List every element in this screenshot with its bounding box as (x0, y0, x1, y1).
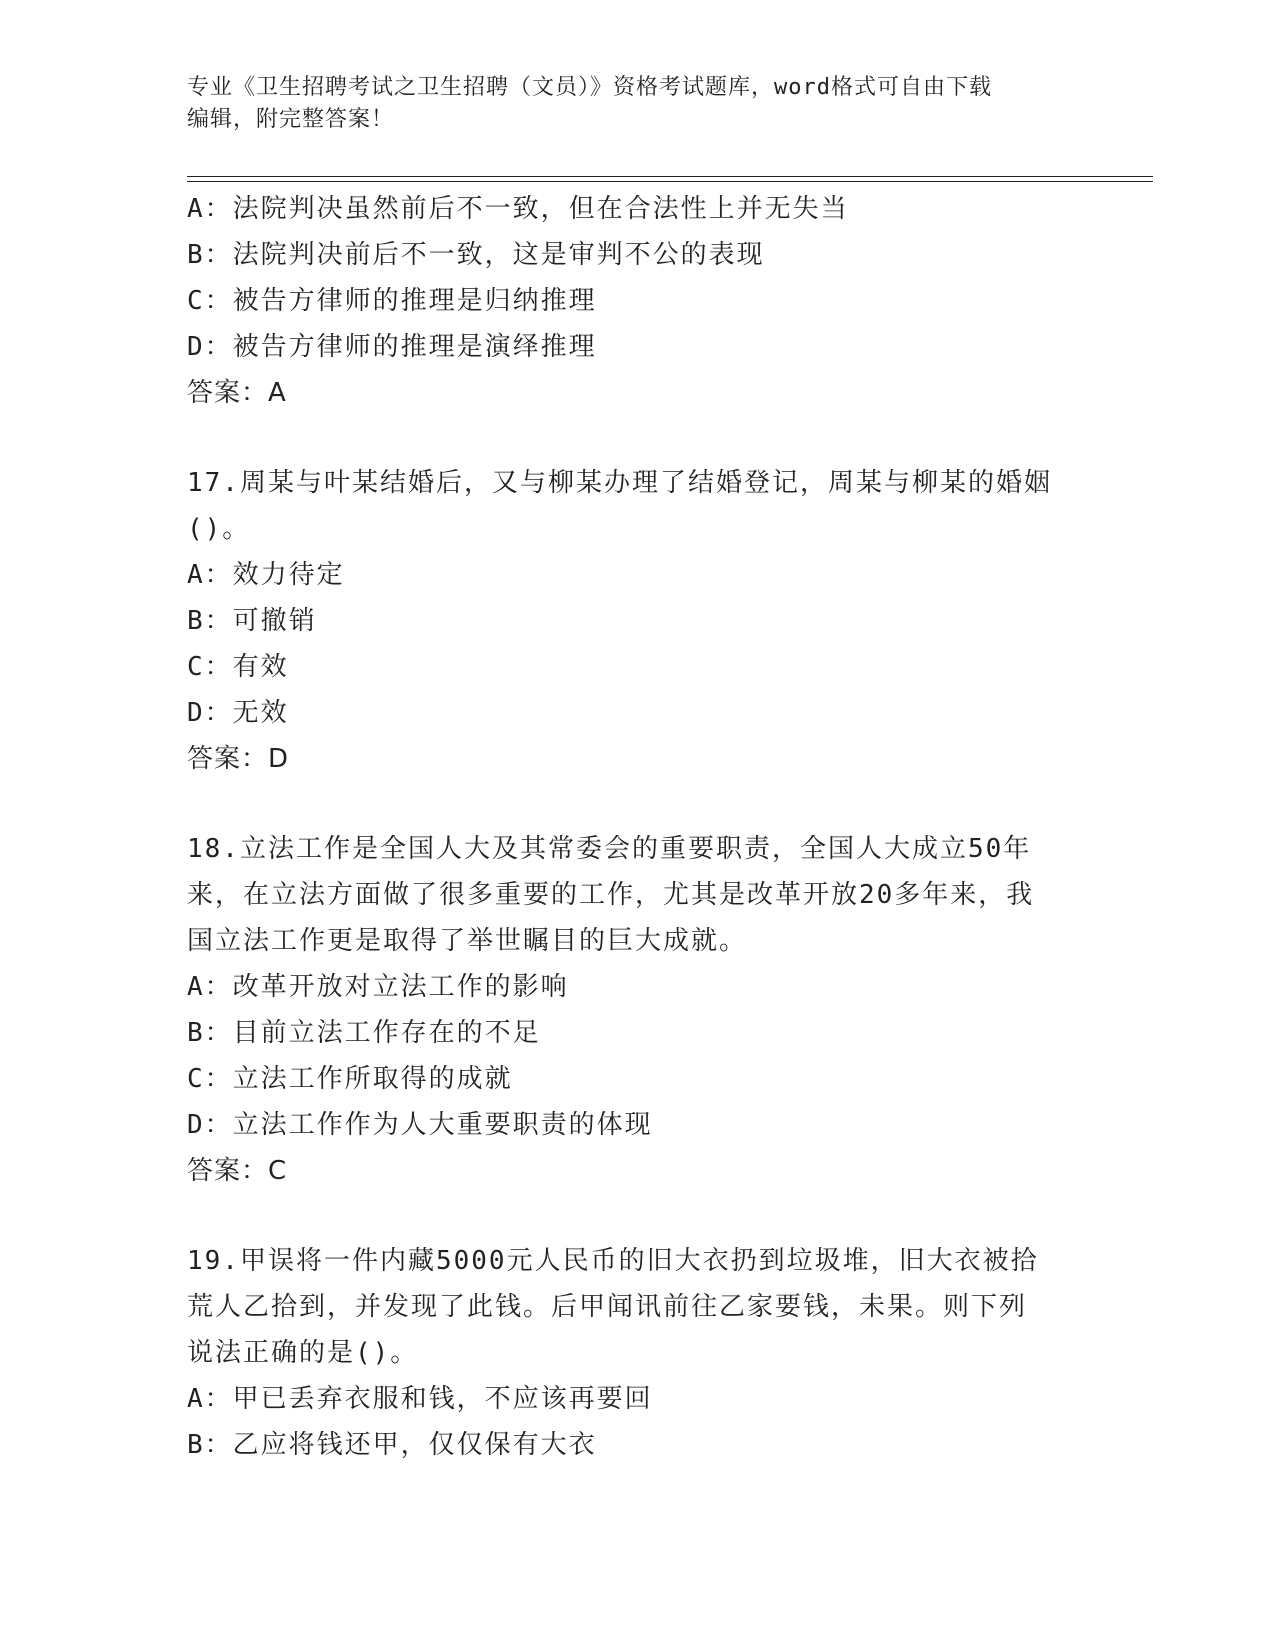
option-a: A：改革开放对立法工作的影响 (187, 972, 569, 1002)
question-16 (187, 186, 1077, 416)
option-b: B：目前立法工作存在的不足 (187, 1018, 541, 1048)
option-d: D：立法工作作为人大重要职责的体现 (187, 1110, 653, 1140)
option-b: B：可撤销 (187, 606, 317, 636)
option-a: A：法院判决虽然前后不一致，但在合法性上并无失当 (187, 194, 849, 224)
answer: 答案：D (187, 744, 290, 774)
option-a: A：效力待定 (187, 560, 345, 590)
answer: 答案：C (187, 1156, 288, 1186)
option-c: C：有效 (187, 652, 289, 682)
header-title-line-2: 编辑，附完整答案！ (187, 107, 395, 132)
header-rule-bottom (187, 181, 1153, 182)
header-rule-top (187, 176, 1153, 177)
option-d: D：被告方律师的推理是演绎推理 (187, 332, 597, 362)
question-18 (187, 826, 1077, 1194)
question-text-line-1: 18.立法工作是全国人大及其常委会的重要职责，全国人大成立50年 (187, 834, 1032, 864)
question-text-line-3: 国立法工作更是取得了举世瞩目的巨大成就。 (187, 926, 748, 956)
answer: 答案：A (187, 378, 287, 408)
option-d: D：无效 (187, 698, 289, 728)
option-c: C：立法工作所取得的成就 (187, 1064, 513, 1094)
question-content (187, 186, 1077, 1468)
header-title-line-1: 专业《卫生招聘考试之卫生招聘（文员）》资格考试题库，word格式可自由下载 (187, 75, 992, 100)
question-text-line-1: 17.周某与叶某结婚后，又与柳某办理了结婚登记，周某与柳某的婚姻 (187, 468, 1052, 498)
question-17 (187, 460, 1077, 782)
option-a: A：甲已丢弃衣服和钱，不应该再要回 (187, 1384, 653, 1414)
question-text-line-2: 来，在立法方面做了很多重要的工作，尤其是改革开放20多年来，我 (187, 880, 1035, 910)
question-text-line-3: 说法正确的是()。 (187, 1338, 419, 1368)
option-c: C：被告方律师的推理是归纳推理 (187, 286, 597, 316)
option-b: B：乙应将钱还甲，仅仅保有大衣 (187, 1430, 597, 1460)
question-19 (187, 1238, 1077, 1468)
question-text-line-2: ()。 (187, 514, 251, 544)
question-text-line-2: 荒人乙拾到，并发现了此钱。后甲闻讯前往乙家要钱，未果。则下列 (187, 1292, 1028, 1322)
document-header (187, 72, 1067, 136)
option-b: B：法院判决前后不一致，这是审判不公的表现 (187, 240, 765, 270)
question-text-line-1: 19.甲误将一件内藏5000元人民币的旧大衣扔到垃圾堆，旧大衣被拾 (187, 1246, 1039, 1276)
